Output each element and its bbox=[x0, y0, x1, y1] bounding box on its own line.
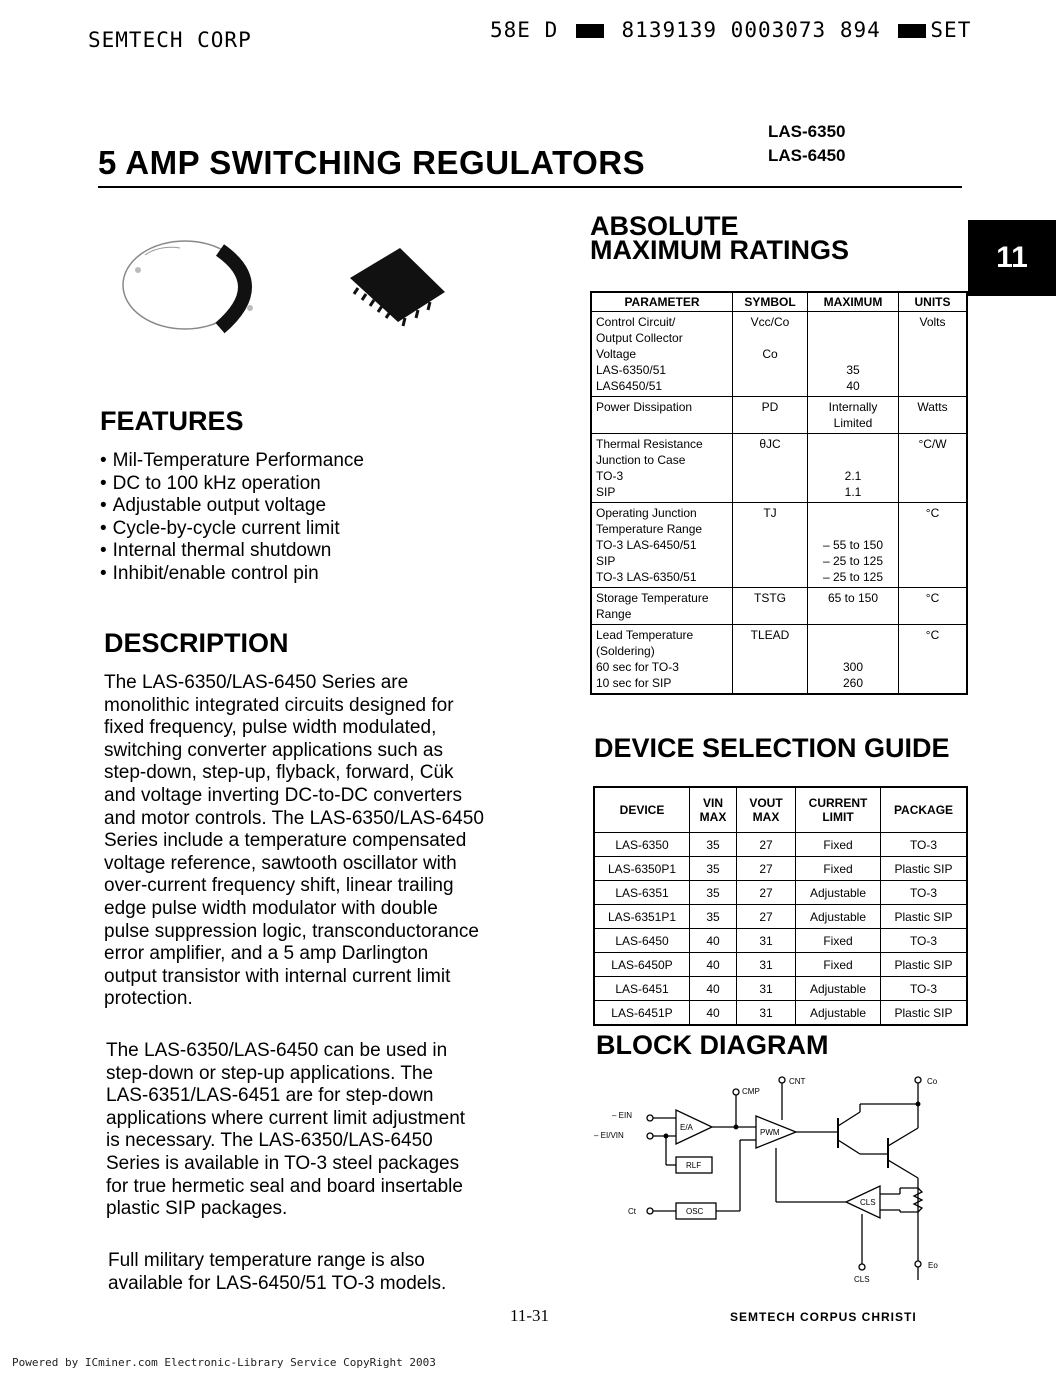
vin-cell: 40 bbox=[690, 929, 737, 953]
current-limit-cell: Adjustable bbox=[796, 881, 881, 905]
feature-item: • Inhibit/enable control pin bbox=[100, 563, 364, 586]
package-cell: TO-3 bbox=[881, 881, 968, 905]
feature-item: • Adjustable output voltage bbox=[100, 495, 364, 518]
maximum-cell: 300 260 bbox=[808, 625, 899, 695]
package-cell: Plastic SIP bbox=[881, 857, 968, 881]
column-header: SYMBOL bbox=[733, 292, 808, 312]
table-row bbox=[591, 397, 967, 434]
device-cell: LAS-6350P1 bbox=[594, 857, 690, 881]
vout-cell: 27 bbox=[737, 833, 796, 857]
cnt-pin bbox=[779, 1077, 785, 1083]
maximum-cell: 65 to 150 bbox=[808, 588, 899, 625]
current-limit-cell: Fixed bbox=[796, 953, 881, 977]
feature-item: • Internal thermal shutdown bbox=[100, 540, 364, 563]
feature-item: • Mil-Temperature Performance bbox=[100, 450, 364, 473]
maximum-cell: 2.1 1.1 bbox=[808, 434, 899, 503]
selection-guide-heading: DEVICE SELECTION GUIDE bbox=[594, 733, 950, 763]
description-paragraph: The LAS-6350/LAS-6450 Series are monolithic integrated circuits designed for fixed frequency, pulse width modulated, switching converter applications such as step-down, step-up, flyback, forward, Cük and voltage inverting DC-to-DC converters and motor controls. The LAS-6350/LAS-6450 Series include a temperature compensated voltage reference, sawtooth oscillator with over-current frequency shift, linear trailing edge pulse width modulator with double pulse suppression logic, transconductorance error amplifier, and a 5 amp Darlington output transistor with internal current limit protection. bbox=[104, 672, 484, 1010]
symbol-cell: Vcc/Co Co bbox=[733, 312, 808, 397]
device-cell: LAS-6350 bbox=[594, 833, 690, 857]
device-cell: LAS-6451 bbox=[594, 977, 690, 1001]
column-header: UNITS bbox=[899, 292, 968, 312]
co-pin bbox=[915, 1077, 921, 1083]
code-numbers: 8139139 0003073 894 bbox=[621, 18, 881, 42]
table-row bbox=[591, 503, 967, 588]
feature-item: • Cycle-by-cycle current limit bbox=[100, 518, 364, 541]
vout-cell: 27 bbox=[737, 857, 796, 881]
vin-cell: 35 bbox=[690, 881, 737, 905]
product-photo bbox=[100, 230, 460, 350]
ein-pin bbox=[647, 1115, 653, 1121]
ratings-heading-line: MAXIMUM RATINGS bbox=[590, 235, 849, 265]
maximum-cell: – 55 to 150 – 25 to 125 – 25 to 125 bbox=[808, 503, 899, 588]
powered-by-note: Powered by ICminer.com Electronic-Library Service CopyRight 2003 bbox=[12, 1356, 436, 1369]
black-mark bbox=[898, 24, 926, 38]
rlf-label: RLF bbox=[686, 1161, 702, 1170]
vin-cell: 40 bbox=[690, 1001, 737, 1026]
table-row bbox=[594, 881, 967, 905]
cnt-label: CNT bbox=[789, 1077, 806, 1086]
ea-label: E/A bbox=[680, 1123, 693, 1132]
ct-label: Ct bbox=[628, 1207, 636, 1216]
table-row bbox=[594, 977, 967, 1001]
feature-item: • DC to 100 kHz operation bbox=[100, 473, 364, 496]
parameter-cell: Lead Temperature (Soldering) 60 sec for TO-3 10 sec for SIP bbox=[591, 625, 733, 695]
cmp-label: CMP bbox=[742, 1087, 760, 1096]
section-tab: 11 bbox=[968, 220, 1056, 296]
units-cell: Watts bbox=[899, 397, 968, 434]
current-limit-cell: Adjustable bbox=[796, 1001, 881, 1026]
to3-package-image bbox=[123, 241, 253, 329]
current-limit-cell: Adjustable bbox=[796, 977, 881, 1001]
vout-cell: 31 bbox=[737, 929, 796, 953]
units-cell: Volts bbox=[899, 312, 968, 397]
table-header-row bbox=[594, 787, 967, 833]
maximum-cell: 35 40 bbox=[808, 312, 899, 397]
column-header: MAXIMUM bbox=[808, 292, 899, 312]
description-paragraph: Full military temperature range is also available for LAS-6450/51 TO-3 models. bbox=[108, 1250, 447, 1294]
parameter-cell: Operating Junction Temperature Range TO-3 LAS-6450/51 SIP TO-3 LAS-6350/51 bbox=[591, 503, 733, 588]
symbol-cell: PD bbox=[733, 397, 808, 434]
part-numbers bbox=[768, 120, 845, 168]
table-row bbox=[591, 625, 967, 695]
cls-pin-label: CLS bbox=[854, 1275, 870, 1284]
title-divider bbox=[98, 186, 962, 188]
cmp-pin bbox=[733, 1089, 739, 1095]
package-cell: Plastic SIP bbox=[881, 953, 968, 977]
features-heading: FEATURES bbox=[100, 406, 244, 436]
units-cell: °C bbox=[899, 503, 968, 588]
package-cell: Plastic SIP bbox=[881, 1001, 968, 1026]
footer-brand: SEMTECH CORPUS CHRISTI bbox=[730, 1310, 917, 1324]
table-row bbox=[591, 312, 967, 397]
code-suffix: SET bbox=[930, 18, 972, 42]
table-row bbox=[591, 588, 967, 625]
device-cell: LAS-6451P bbox=[594, 1001, 690, 1026]
description-heading: DESCRIPTION bbox=[104, 628, 289, 658]
company-header: SEMTECH CORP bbox=[88, 28, 252, 52]
device-cell: LAS-6450P bbox=[594, 953, 690, 977]
column-header: PACKAGE bbox=[881, 787, 968, 833]
block-diagram-heading: BLOCK DIAGRAM bbox=[596, 1030, 829, 1060]
sip-package-image bbox=[350, 248, 445, 326]
package-cell: TO-3 bbox=[881, 929, 968, 953]
page-number: 11-31 bbox=[510, 1306, 550, 1325]
device-cell: LAS-6450 bbox=[594, 929, 690, 953]
table-row bbox=[594, 953, 967, 977]
table-row bbox=[594, 833, 967, 857]
symbol-cell: θJC bbox=[733, 434, 808, 503]
column-header: VIN MAX bbox=[690, 787, 737, 833]
parameter-cell: Control Circuit/ Output Collector Voltage LAS-6350/51 LAS6450/51 bbox=[591, 312, 733, 397]
cls-pin bbox=[859, 1264, 865, 1270]
ratings-heading bbox=[590, 211, 849, 265]
table-row bbox=[594, 929, 967, 953]
units-cell: °C bbox=[899, 588, 968, 625]
table-row bbox=[594, 905, 967, 929]
vout-cell: 31 bbox=[737, 953, 796, 977]
table-header-row bbox=[591, 292, 967, 312]
units-cell: °C/W bbox=[899, 434, 968, 503]
symbol-cell: TLEAD bbox=[733, 625, 808, 695]
table-row bbox=[594, 857, 967, 881]
table-row bbox=[591, 434, 967, 503]
block-diagram bbox=[590, 1068, 970, 1288]
column-header: VOUT MAX bbox=[737, 787, 796, 833]
device-cell: LAS-6351 bbox=[594, 881, 690, 905]
osc-label: OSC bbox=[686, 1207, 704, 1216]
features-list bbox=[100, 450, 364, 586]
code-prefix: 58E D bbox=[490, 18, 559, 42]
black-mark bbox=[576, 24, 604, 38]
einv-pin bbox=[647, 1133, 653, 1139]
part-number: LAS-6350 bbox=[768, 122, 846, 141]
part-number: LAS-6450 bbox=[768, 146, 846, 165]
selection-guide-table bbox=[593, 786, 968, 1026]
vin-cell: 35 bbox=[690, 833, 737, 857]
document-code bbox=[490, 18, 971, 42]
symbol-cell: TSTG bbox=[733, 588, 808, 625]
vin-cell: 35 bbox=[690, 905, 737, 929]
package-cell: TO-3 bbox=[881, 977, 968, 1001]
maximum-cell: Internally Limited bbox=[808, 397, 899, 434]
parameter-cell: Thermal Resistance Junction to Case TO-3 SIP bbox=[591, 434, 733, 503]
parameter-cell: Storage Temperature Range bbox=[591, 588, 733, 625]
ratings-table bbox=[590, 291, 968, 695]
parameter-cell: Power Dissipation bbox=[591, 397, 733, 434]
column-header: CURRENT LIMIT bbox=[796, 787, 881, 833]
package-cell: TO-3 bbox=[881, 833, 968, 857]
pwm-label: PWM bbox=[760, 1128, 780, 1137]
symbol-cell: TJ bbox=[733, 503, 808, 588]
eo-pin bbox=[915, 1261, 921, 1267]
vout-cell: 31 bbox=[737, 977, 796, 1001]
page-title: 5 AMP SWITCHING REGULATORS bbox=[98, 144, 646, 181]
column-header: DEVICE bbox=[594, 787, 690, 833]
current-limit-cell: Adjustable bbox=[796, 905, 881, 929]
current-limit-cell: Fixed bbox=[796, 833, 881, 857]
column-header: PARAMETER bbox=[591, 292, 733, 312]
vout-cell: 31 bbox=[737, 1001, 796, 1026]
vout-cell: 27 bbox=[737, 905, 796, 929]
package-cell: Plastic SIP bbox=[881, 905, 968, 929]
eo-label: Eo bbox=[928, 1261, 938, 1270]
ratings-heading-line: ABSOLUTE bbox=[590, 211, 739, 241]
vout-cell: 27 bbox=[737, 881, 796, 905]
table-row bbox=[594, 1001, 967, 1026]
vin-cell: 40 bbox=[690, 977, 737, 1001]
cls-block-label: CLS bbox=[860, 1198, 876, 1207]
ein-label: – EIN bbox=[612, 1111, 633, 1120]
device-cell: LAS-6351P1 bbox=[594, 905, 690, 929]
vin-cell: 40 bbox=[690, 953, 737, 977]
description-paragraph: The LAS-6350/LAS-6450 can be used in step-down or step-up applications. The LAS-6351/LAS-6451 are for step-down applications where current limit adjustment is necessary. The LAS-6350/LAS-6450 Series is available in TO-3 steel packages for true hermetic seal and board insertable plastic SIP packages. bbox=[106, 1040, 466, 1220]
vin-cell: 35 bbox=[690, 857, 737, 881]
ct-pin bbox=[647, 1208, 653, 1214]
current-limit-cell: Fixed bbox=[796, 857, 881, 881]
co-label: Co bbox=[927, 1077, 938, 1086]
units-cell: °C bbox=[899, 625, 968, 695]
current-limit-cell: Fixed bbox=[796, 929, 881, 953]
einv-label: – EI/VIN bbox=[594, 1131, 624, 1140]
